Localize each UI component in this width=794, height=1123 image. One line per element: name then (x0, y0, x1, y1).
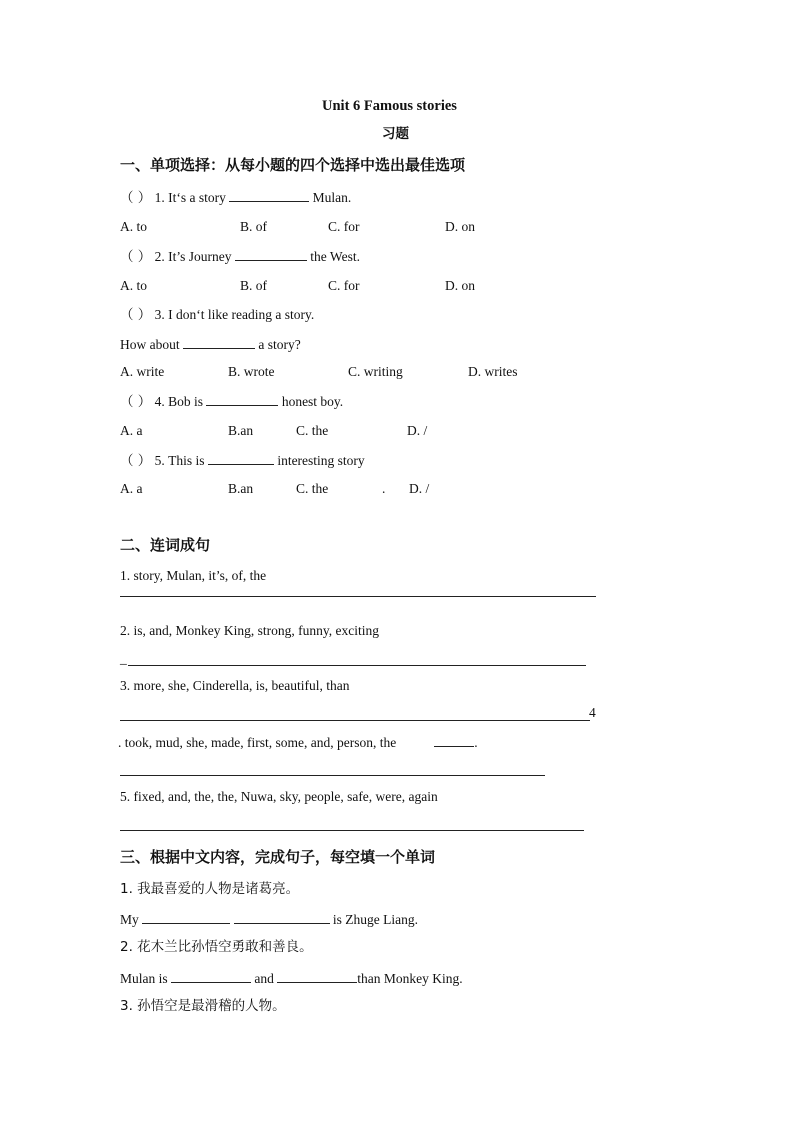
sentence-1-words: 1. story, Mulan, it’s, of, the (120, 568, 267, 583)
answer-blank[interactable] (142, 910, 230, 924)
question-text: 5. This is (154, 453, 208, 468)
section-2-heading: 二、连词成句 (120, 536, 211, 554)
question-text: 4. Bob is (154, 394, 207, 409)
english-sentence-2 (120, 969, 463, 988)
english-sentence-1 (120, 910, 418, 929)
question-text: How about (120, 337, 183, 352)
question-3-line-2 (120, 335, 301, 354)
question-1 (120, 188, 351, 207)
sentence-text: than Monkey King. (357, 971, 463, 986)
section-3-heading: 三、根据中文内容，完成句子，每空填一个单词 (120, 848, 436, 866)
page-subtitle: 习题 (382, 126, 409, 142)
answer-blank[interactable] (206, 392, 278, 406)
option-b[interactable]: B.an (228, 481, 254, 496)
sentence-4-words (118, 733, 478, 752)
option-b[interactable]: B.an (228, 423, 254, 438)
question-text: 2. It’s Journey (154, 249, 235, 264)
option-c[interactable]: C. the (296, 423, 329, 438)
sentence-text: . took, mud, she, made, first, some, and, person, the (118, 735, 397, 750)
option-d[interactable]: D. / (409, 481, 430, 496)
sentence-2-words: 2. is, and, Monkey King, strong, funny, exciting (120, 623, 379, 638)
sentence-3-words: 3. more, she, Cinderella, is, beautiful, than (120, 678, 350, 693)
question-5 (120, 451, 365, 470)
answer-blank[interactable] (234, 910, 330, 924)
option-b[interactable]: B. of (240, 219, 267, 234)
option-a[interactable]: A. to (120, 219, 147, 234)
answer-line[interactable] (120, 720, 590, 721)
question-4 (120, 392, 343, 411)
option-c[interactable]: C. writing (348, 364, 403, 379)
answer-blank[interactable] (208, 451, 274, 465)
answer-paren: （ ） (120, 190, 152, 206)
sentence-text: is Zhuge Liang. (329, 912, 418, 927)
question-text: honest boy. (278, 394, 344, 409)
question-text: 1. It‘s a story (154, 190, 230, 205)
question-text: Mulan. (309, 190, 352, 205)
question-2 (120, 247, 360, 266)
answer-blank[interactable] (277, 969, 357, 983)
option-c[interactable]: C. for (328, 278, 360, 293)
answer-line[interactable] (120, 775, 545, 776)
answer-line[interactable] (120, 830, 584, 831)
answer-paren: （ ） (120, 453, 152, 469)
answer-mark: _ (120, 651, 127, 666)
answer-blank[interactable] (171, 969, 251, 983)
sentence-4-number: 4 (589, 705, 596, 720)
option-c[interactable]: C. for (328, 219, 360, 234)
sentence-5-words: 5. fixed, and, the, the, Nuwa, sky, people, safe, were, again (120, 789, 438, 804)
stray-dot: . (382, 481, 386, 496)
answer-blank[interactable] (434, 733, 474, 747)
question-text: interesting story (273, 453, 365, 468)
answer-paren: （ ） (120, 394, 152, 410)
option-d[interactable]: D. on (445, 278, 475, 293)
sentence-text: My (120, 912, 143, 927)
answer-line[interactable] (128, 665, 586, 666)
option-a[interactable]: A. to (120, 278, 147, 293)
sentence-text: and (251, 971, 278, 986)
page-title: Unit 6 Famous stories (322, 98, 457, 114)
chinese-sentence-1: 1. 我最喜爱的人物是诸葛亮。 (120, 881, 300, 897)
question-text: the West. (306, 249, 360, 264)
sentence-text: Mulan is (120, 971, 172, 986)
chinese-sentence-2: 2. 花木兰比孙悟空勇敢和善良。 (120, 939, 313, 955)
option-b[interactable]: B. wrote (228, 364, 275, 379)
chinese-sentence-3: 3. 孙悟空是最滑稽的人物。 (120, 998, 286, 1014)
question-3 (120, 306, 314, 324)
question-text: 3. I don‘t like reading a story. (154, 307, 315, 322)
question-text: a story? (255, 337, 301, 352)
option-d[interactable]: D. writes (468, 364, 518, 379)
option-c[interactable]: C. the (296, 481, 329, 496)
answer-blank[interactable] (183, 335, 255, 349)
answer-line[interactable] (120, 596, 596, 597)
option-d[interactable]: D. on (445, 219, 475, 234)
option-a[interactable]: A. a (120, 481, 143, 496)
section-1-heading: 一、单项选择：从每小题的四个选择中选出最佳选项 (120, 156, 466, 174)
option-a[interactable]: A. a (120, 423, 143, 438)
answer-blank[interactable] (229, 188, 309, 202)
answer-blank[interactable] (235, 247, 307, 261)
option-b[interactable]: B. of (240, 278, 267, 293)
answer-paren: （ ） (120, 249, 152, 265)
option-d[interactable]: D. / (407, 423, 428, 438)
sentence-text: . (474, 735, 478, 750)
answer-paren: （ ） (120, 307, 152, 323)
option-a[interactable]: A. write (120, 364, 165, 379)
